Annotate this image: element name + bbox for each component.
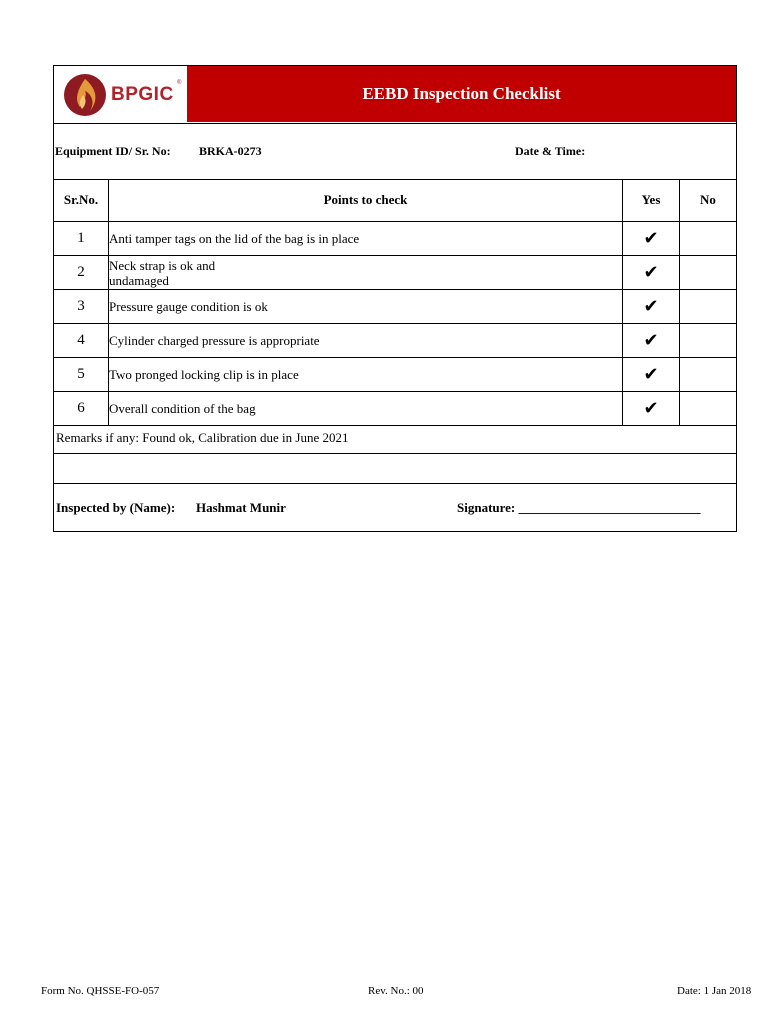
no-cell [680, 358, 737, 392]
no-cell [680, 256, 737, 290]
flame-logo-icon [62, 71, 108, 119]
row-sr: 5 [54, 358, 109, 392]
blank-row [54, 454, 736, 484]
yes-checkmark: ✔ [623, 358, 680, 392]
table-row [54, 256, 736, 290]
form-header [54, 66, 736, 124]
yes-checkmark: ✔ [623, 392, 680, 426]
row-point: Pressure gauge condition is ok [109, 290, 623, 324]
remarks-row [54, 423, 736, 454]
row-sr: 6 [54, 392, 109, 426]
yes-checkmark: ✔ [623, 290, 680, 324]
row-point: Two pronged locking clip is in place [109, 358, 623, 392]
yes-checkmark: ✔ [623, 256, 680, 290]
col-header-points: Points to check [109, 179, 623, 222]
checklist-table [54, 179, 736, 426]
row-sr: 2 [54, 256, 109, 290]
inspected-by-label: Inspected by (Name): [56, 500, 176, 515]
row-point: Cylinder charged pressure is appropriate [109, 324, 623, 358]
row-point-line1: Neck strap is ok and [109, 257, 216, 273]
col-header-yes: Yes [623, 179, 680, 222]
equipment-id-label: Equipment ID/ Sr. No: [55, 144, 171, 158]
row-point [109, 256, 623, 290]
date-time-label: Date & Time: [515, 144, 586, 158]
footer-date: Date: 1 Jan 2018 [677, 985, 752, 997]
equipment-info [54, 123, 736, 180]
col-header-sr: Sr.No. [54, 179, 109, 222]
table-row [54, 392, 736, 426]
no-cell [680, 222, 737, 256]
registered-mark: ® [177, 80, 182, 86]
row-point-line2: undamaged [109, 272, 169, 288]
logo-text: BPGIC [111, 84, 174, 105]
signoff-row [54, 484, 736, 531]
table-row [54, 324, 736, 358]
table-row [54, 358, 736, 392]
signature-line: Signature: ____________________________ [457, 500, 701, 515]
row-point: Anti tamper tags on the lid of the bag is in place [109, 222, 623, 256]
revision-number: Rev. No.: 00 [368, 985, 424, 997]
inspector-name: Hashmat Munir [196, 500, 286, 515]
row-point: Overall condition of the bag [109, 392, 623, 426]
company-logo [54, 66, 187, 122]
no-cell [680, 392, 737, 426]
no-cell [680, 290, 737, 324]
no-cell [680, 324, 737, 358]
remarks-text: Remarks if any: Found ok, Calibration due in June 2021 [56, 430, 349, 445]
table-header-row [54, 179, 736, 222]
yes-checkmark: ✔ [623, 222, 680, 256]
equipment-id-value: BRKA-0273 [199, 144, 262, 158]
row-sr: 4 [54, 324, 109, 358]
col-header-no: No [680, 179, 737, 222]
table-row [54, 222, 736, 256]
row-sr: 1 [54, 222, 109, 256]
form-title: EEBD Inspection Checklist [187, 66, 736, 122]
form-number: Form No. QHSSE-FO-057 [41, 985, 160, 997]
table-row [54, 290, 736, 324]
checklist-form [53, 65, 737, 532]
yes-checkmark: ✔ [623, 324, 680, 358]
row-sr: 3 [54, 290, 109, 324]
